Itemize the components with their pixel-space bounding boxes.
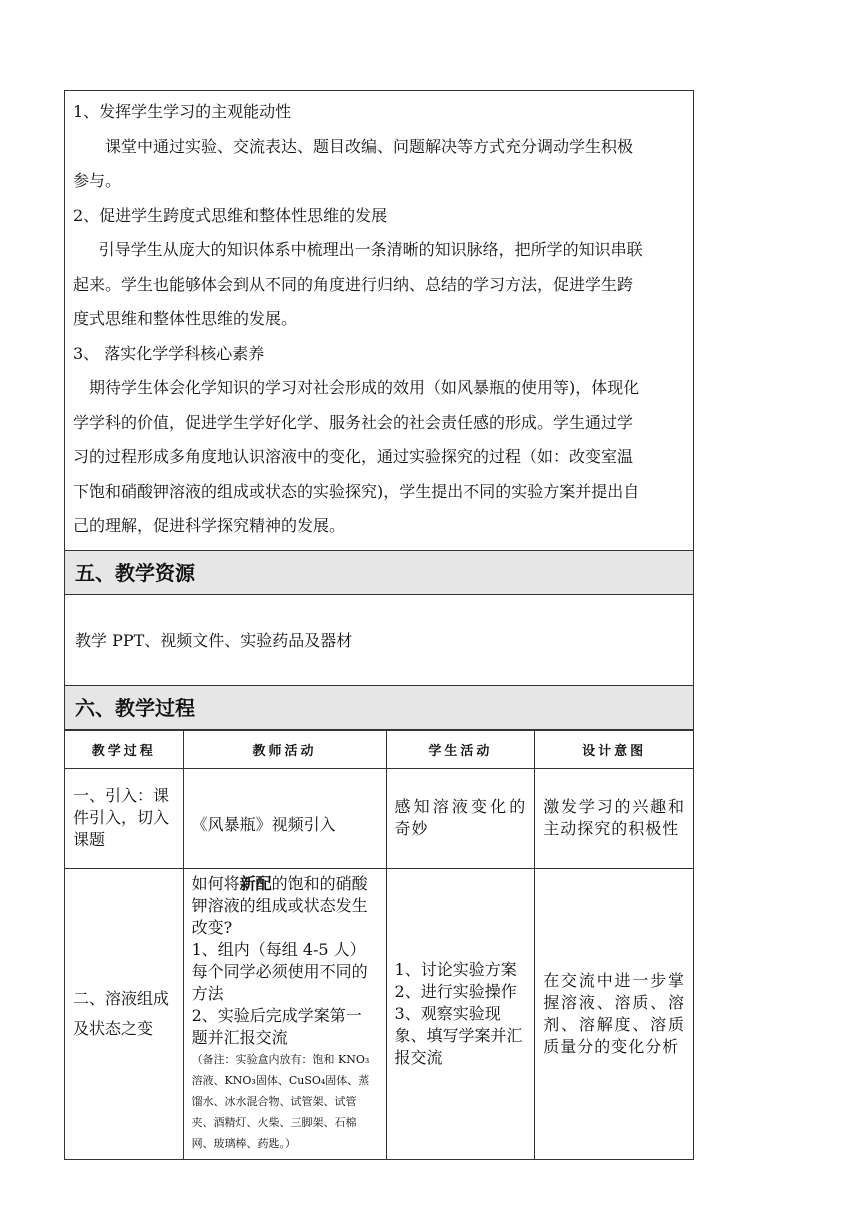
- process-cell: 一、引入：课件引入，切入课题: [65, 768, 184, 868]
- section-6-heading: 六、教学过程: [64, 686, 694, 730]
- teacher-activity-cell: [183, 868, 386, 1159]
- teacher-step-1: 1、组内（每组 4-5 人）每个同学必须使用不同的方法: [191, 939, 368, 1003]
- teacher-question: 如何将新配的饱和的硝酸钾溶液的组成或状态发生改变?: [191, 873, 368, 937]
- core-literacy-goals: [64, 90, 694, 551]
- table-row: [65, 768, 694, 868]
- goal-1-body-line: 参与。: [73, 171, 122, 190]
- goal-2-body-line: 起来。学生也能够体会到从不同的角度进行归纳、总结的学习方法，促进学生跨: [73, 274, 634, 294]
- goal-1-title: 1、发挥学生学习的主观能动性: [73, 102, 292, 121]
- goal-3-body-line: 习的过程形成多角度地认识溶液中的变化，通过实验探究的过程（如：改变室温: [73, 447, 634, 466]
- equipment-note: （备注：实验盒内放有：饱和 KNO₃溶液、KNO₃固体、CuSO₄固体、蒸馏水、冰水混合物、试管架、试管夹、酒精灯、火柴、三脚架、石棉网、玻璃棒、药匙。）: [191, 1052, 370, 1150]
- goal-1-body-line: 课堂中通过实验、交流表达、题目改编、问题解决等方式充分调动学生积极: [105, 136, 634, 156]
- goal-2-body-line: 引导学生从庞大的知识体系中梳理出一条清晰的知识脉络，把所学的知识串联: [98, 240, 643, 259]
- column-header: 教师活动: [183, 730, 386, 768]
- teaching-resources: 教学 PPT、视频文件、实验药品及器材: [64, 595, 694, 686]
- table-header-row: [65, 730, 694, 768]
- goal-3-body-line: 下饱和硝酸钾溶液的组成或状态的实验探究)，学生提出不同的实验方案并提出自: [73, 481, 640, 501]
- column-header: 教学过程: [65, 730, 184, 768]
- goal-3-body-line: 己的理解，促进科学探究精神的发展。: [73, 516, 346, 535]
- page: [64, 90, 694, 1160]
- goal-2-body-line: 度式思维和整体性思维的发展。: [73, 309, 298, 328]
- student-step-3: 3、观察实验现象、填写学案并汇报交流: [394, 1003, 523, 1067]
- process-cell: 二、溶液组成及状态之变: [65, 868, 184, 1159]
- design-intent-cell: 在交流中进一步掌握溶液、溶质、溶剂、溶解度、溶质质量分的变化分析: [535, 868, 694, 1159]
- student-activity-cell: [386, 868, 535, 1159]
- column-header: 学生活动: [386, 730, 535, 768]
- column-header: 设计意图: [535, 730, 694, 768]
- student-step-2: 2、进行实验操作: [394, 981, 517, 1001]
- goal-3-body-line: 期待学生体会化学知识的学习对社会形成的效用（如风暴瓶的使用等)，体现化: [89, 378, 640, 397]
- student-step-1: 1、讨论实验方案: [394, 959, 517, 979]
- goal-3-title: 3、 落实化学学科核心素养: [73, 343, 265, 363]
- teacher-activity-cell: 《风暴瓶》视频引入: [183, 768, 386, 868]
- student-activity-cell: 感知溶液变化的奇妙: [386, 768, 535, 868]
- design-intent-cell: 激发学习的兴趣和主动探究的积极性: [535, 768, 694, 868]
- teacher-step-2: 2、实验后完成学案第一题并汇报交流: [191, 1005, 362, 1047]
- teaching-process-table: [64, 730, 694, 1160]
- table-row: [65, 868, 694, 1159]
- goal-3-body-line: 学学科的价值，促进学生学好化学、服务社会的社会责任感的形成。学生通过学: [73, 412, 634, 432]
- goal-2-title: 2、促进学生跨度式思维和整体性思维的发展: [73, 205, 388, 225]
- section-5-heading: 五、教学资源: [64, 551, 694, 595]
